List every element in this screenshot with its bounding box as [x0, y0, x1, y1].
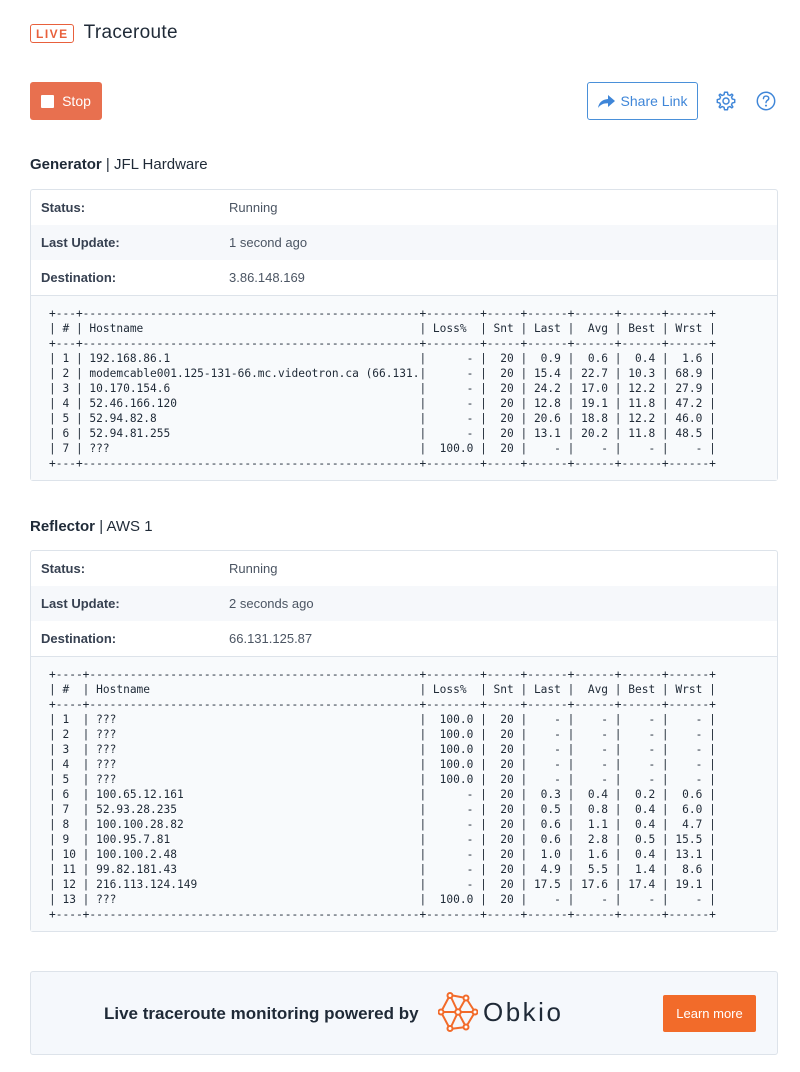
stop-button[interactable]: [30, 82, 102, 120]
reflector-heading: Reflector | AWS 1: [30, 518, 153, 535]
status-label: Status:: [41, 200, 86, 215]
learn-more-button[interactable]: Learn more: [663, 995, 756, 1032]
stop-icon: [41, 95, 54, 108]
gear-icon[interactable]: [715, 90, 737, 112]
share-link-label: Share Link: [620, 93, 688, 109]
last-update-value: 1 second ago: [229, 235, 308, 250]
generator-update-row: [31, 225, 777, 260]
reflector-panel: [30, 550, 778, 932]
reflector-update-row: [31, 586, 777, 621]
page-header: [30, 22, 178, 44]
generator-destination-row: [31, 260, 777, 295]
status-value: Running: [229, 200, 278, 215]
destination-value: 3.86.148.169: [229, 270, 305, 285]
last-update-value: 2 seconds ago: [229, 596, 314, 611]
reflector-destination-row: [31, 621, 777, 656]
generator-traceroute-report: +---+--------------------------------------------------+--------+-----+------+------+------+------+ | # | Hostname | Loss% | Snt | Last | Avg | Best | Wrst | +---+--------------------------------------------------+--------+-----+------+------+------+------+ | 1 | 192.168.86.1 | - | 20 | 0.9 | 0.6 | 0.4 | 1.6 | | 2 | modemcable001.125-131-66.mc.videotron.ca (66.131.| - | 20 | 15.4 | 22.7 | 10.3 | 68.9 | | 3 | 10.170.154.6 | - | 20 | 24.2 | 17.0 | 12.2 | 27.9 | | 4 | 52.46.166.120 | - | 20 | 12.8 | 19.1 | 11.8 | 47.2 | | 5 | 52.94.82.8 | - | 20 | 20.6 | 18.8 | 12.2 | 46.0 | | 6 | 52.94.81.255 | - | 20 | 13.1 | 20.2 | 11.8 | 48.5 | | 7 | ??? | 100.0 | 20 | - | - | - | - | +---+--------------------------------------------------+--------+-----+------+------+------+------+: [49, 307, 716, 470]
live-badge: LIVE: [30, 24, 74, 43]
reflector-traceroute-report: +----+-------------------------------------------------+--------+-----+------+------+------+------+ | # | Hostname | Loss% | Snt | Last | Avg | Best | Wrst | +----+-------------------------------------------------+--------+-----+------+------+------+------+ | 1 | ??? | 100.0 | 20 | - | - | - | - | | 2 | ??? | 100.0 | 20 | - | - | - | - | | 3 | ??? | 100.0 | 20 | - | - | - | - | | 4 | ??? | 100.0 | 20 | - | - | - | - | | 5 | ??? | 100.0 | 20 | - | - | - | - | | 6 | 100.65.12.161 | - | 20 | 0.3 | 0.4 | 0.2 | 0.6 | | 7 | 52.93.28.235 | - | 20 | 0.5 | 0.8 | 0.4 | 6.0 | | 8 | 100.100.28.82 | - | 20 | 0.6 | 1.1 | 0.4 | 4.7 | | 9 | 100.95.7.81 | - | 20 | 0.6 | 2.8 | 0.5 | 15.5 | | 10 | 100.100.2.48 | - | 20 | 1.0 | 1.6 | 0.4 | 13.1 | | 11 | 99.82.181.43 | - | 20 | 4.9 | 5.5 | 1.4 | 8.6 | | 12 | 216.113.124.149 | - | 20 | 17.5 | 17.6 | 17.4 | 19.1 | | 13 | ??? | 100.0 | 20 | - | - | - | - | +----+-------------------------------------------------+--------+-----+------+------+------+------+: [49, 668, 716, 921]
destination-label: Destination:: [41, 631, 117, 646]
powered-by-banner: [30, 971, 778, 1055]
generator-report-area: [31, 295, 777, 480]
reflector-report-area: [31, 656, 777, 931]
last-update-label: Last Update:: [41, 596, 120, 611]
toolbar: [30, 82, 778, 120]
stop-button-label: Stop: [62, 93, 91, 109]
generator-panel: [30, 189, 778, 481]
status-label: Status:: [41, 561, 86, 576]
generator-status-row: [31, 190, 777, 225]
powered-by-text: Live traceroute monitoring powered by: [104, 1004, 419, 1023]
page-title: Traceroute: [83, 22, 178, 43]
reflector-name: AWS 1: [106, 518, 153, 535]
share-arrow-icon: [598, 95, 615, 108]
reflector-status-row: [31, 551, 777, 586]
help-icon[interactable]: [755, 90, 777, 112]
generator-heading: Generator | JFL Hardware: [30, 156, 208, 173]
destination-value: 66.131.125.87: [229, 631, 313, 646]
obkio-logo-icon: [438, 992, 478, 1032]
share-link-button[interactable]: [587, 82, 698, 120]
obkio-brand: Obkio: [483, 997, 564, 1027]
last-update-label: Last Update:: [41, 235, 120, 250]
destination-label: Destination:: [41, 270, 117, 285]
status-value: Running: [229, 561, 278, 576]
generator-label: Generator: [30, 156, 102, 173]
reflector-label: Reflector: [30, 518, 96, 535]
generator-name: JFL Hardware: [113, 156, 208, 173]
